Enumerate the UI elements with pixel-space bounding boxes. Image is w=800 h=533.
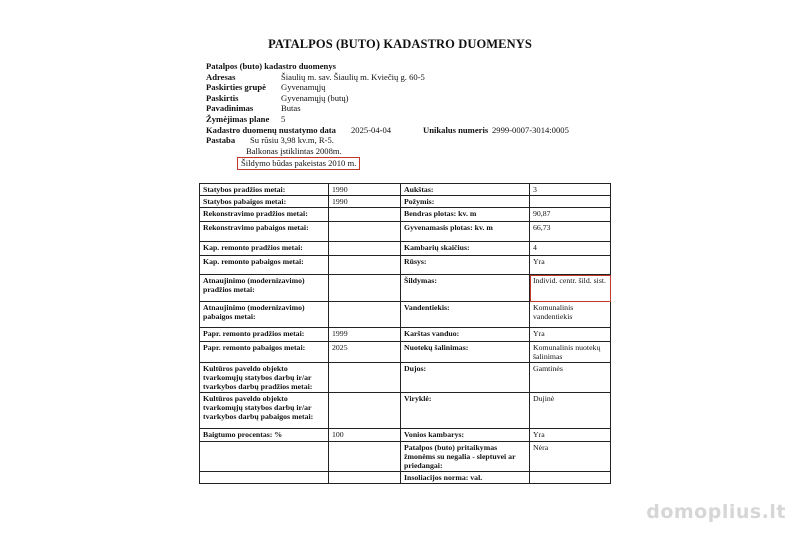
- table-row: [200, 442, 611, 472]
- row-label: Papr. remonto pradžios metai:: [200, 328, 329, 342]
- field-name: Pavadinimas Butas: [206, 103, 301, 114]
- row-label: Kultūros paveldo objekto tvarkomųjų statybos darbų ir/ar tvarkybos darbų pabaigos metai:: [200, 393, 329, 429]
- row-value: [329, 302, 401, 328]
- row-value: [329, 222, 401, 242]
- row-label: [200, 472, 329, 484]
- row-value: 90,87: [530, 208, 611, 222]
- document-title: PATALPOS (BUTO) KADASTRO DUOMENYS: [268, 37, 532, 51]
- row-label: Šildymas:: [401, 275, 530, 302]
- row-value: [329, 442, 401, 472]
- note-line-1: Su rūsiu 3,98 kv.m, R-5.: [250, 135, 334, 146]
- row-value: [329, 275, 401, 302]
- cadastral-data-table: [199, 183, 611, 484]
- row-value: Yra: [530, 429, 611, 442]
- field-purpose-group: Paskirties grupė Gyvenamųjų: [206, 82, 326, 93]
- table-row: [200, 242, 611, 256]
- row-label: Rekonstravimo pabaigos metai:: [200, 222, 329, 242]
- row-value: Komunalinis vandentiekis: [530, 302, 611, 328]
- table-row: [200, 363, 611, 393]
- row-value: Individ. centr. šild. sist.: [530, 275, 611, 302]
- table-row: [200, 328, 611, 342]
- row-label: Karštas vanduo:: [401, 328, 530, 342]
- highlighted-note: Šildymo būdas pakeistas 2010 m.: [237, 157, 360, 170]
- table-row: [200, 275, 611, 302]
- row-label: Aukštas:: [401, 184, 530, 196]
- note-label: Pastaba: [206, 135, 236, 146]
- row-value: Yra: [530, 328, 611, 342]
- row-value: [329, 242, 401, 256]
- row-label: Vandentiekis:: [401, 302, 530, 328]
- field-address: Adresas Šiaulių m. sav. Šiaulių m. Kviečių g. 60-5: [206, 71, 425, 82]
- table-row: [200, 222, 611, 242]
- row-label: Atnaujinimo (modernizavimo) pradžios metai:: [200, 275, 329, 302]
- note-line-2: Balkonas įstiklintas 2008m.: [246, 145, 342, 156]
- row-label: Rekonstravimo pradžios metai:: [200, 208, 329, 222]
- row-label: Bendras plotas: kv. m: [401, 208, 530, 222]
- row-label: Baigtumo procentas: %: [200, 429, 329, 442]
- row-value: 1999: [329, 328, 401, 342]
- row-value: [329, 256, 401, 275]
- row-value: 1990: [329, 184, 401, 196]
- table-row: [200, 208, 611, 222]
- row-value: 4: [530, 242, 611, 256]
- info-section: [206, 61, 569, 170]
- row-label: Dujos:: [401, 363, 530, 393]
- row-label: Rūsys:: [401, 256, 530, 275]
- unique-number-value: 2999-0007-3014:0005: [492, 124, 569, 135]
- info-heading: Patalpos (buto) kadastro duomenys: [206, 61, 336, 71]
- row-value: [329, 363, 401, 393]
- field-plan-mark: Žymėjimas plane 5: [206, 113, 286, 124]
- watermark-logo: domoplius.lt: [646, 501, 786, 523]
- note-row: [206, 135, 569, 146]
- row-label: Kap. remonto pabaigos metai:: [200, 256, 329, 275]
- row-label: Statybos pradžios metai:: [200, 184, 329, 196]
- table-row: [200, 302, 611, 328]
- row-value: [329, 393, 401, 429]
- table-row: [200, 196, 611, 208]
- registration-row: [206, 125, 569, 136]
- row-label: Požymis:: [401, 196, 530, 208]
- row-label: Kap. remonto pradžios metai:: [200, 242, 329, 256]
- row-label: Vonios kambarys:: [401, 429, 530, 442]
- row-value: Gamtinės: [530, 363, 611, 393]
- row-value: 100: [329, 429, 401, 442]
- row-value: 3: [530, 184, 611, 196]
- row-value: [530, 472, 611, 484]
- row-value: 66,73: [530, 222, 611, 242]
- row-label: Kambarių skaičius:: [401, 242, 530, 256]
- row-value: Nėra: [530, 442, 611, 472]
- table-row: [200, 429, 611, 442]
- table-row: [200, 472, 611, 484]
- row-value: Yra: [530, 256, 611, 275]
- row-value: Dujinė: [530, 393, 611, 429]
- row-label: Insoliacijos norma: val.: [401, 472, 530, 484]
- row-label: Statybos pabaigos metai:: [200, 196, 329, 208]
- row-label: Nuotekų šalinimas:: [401, 342, 530, 363]
- row-label: Patalpos (buto) pritaikymas žmonėms su negalia - sleptuvei ar priedangai:: [401, 442, 530, 472]
- row-label: Gyvenamasis plotas: kv. m: [401, 222, 530, 242]
- row-label: Viryklė:: [401, 393, 530, 429]
- registration-date-value: 2025-04-04: [351, 124, 392, 135]
- row-label: Atnaujinimo (modernizavimo) pabaigos metai:: [200, 302, 329, 328]
- row-label: [200, 442, 329, 472]
- table-row: [200, 393, 611, 429]
- table-row: [200, 256, 611, 275]
- row-value: Komunalinis nuotekų šalinimas: [530, 342, 611, 363]
- row-value: 2025: [329, 342, 401, 363]
- unique-number-label: Unikalus numeris: [423, 124, 489, 135]
- table-row: [200, 342, 611, 363]
- registration-date-label: Kadastro duomenų nustatymo data: [206, 124, 336, 135]
- table-row: [200, 184, 611, 196]
- field-purpose: Paskirtis Gyvenamųjų (butų): [206, 92, 349, 103]
- row-value: [329, 472, 401, 484]
- row-label: Papr. remonto pabaigos metai:: [200, 342, 329, 363]
- row-label: Kultūros paveldo objekto tvarkomųjų statybos darbų ir/ar tvarkybos darbų pradžios metai:: [200, 363, 329, 393]
- row-value: [530, 196, 611, 208]
- row-value: 1990: [329, 196, 401, 208]
- row-value: [329, 208, 401, 222]
